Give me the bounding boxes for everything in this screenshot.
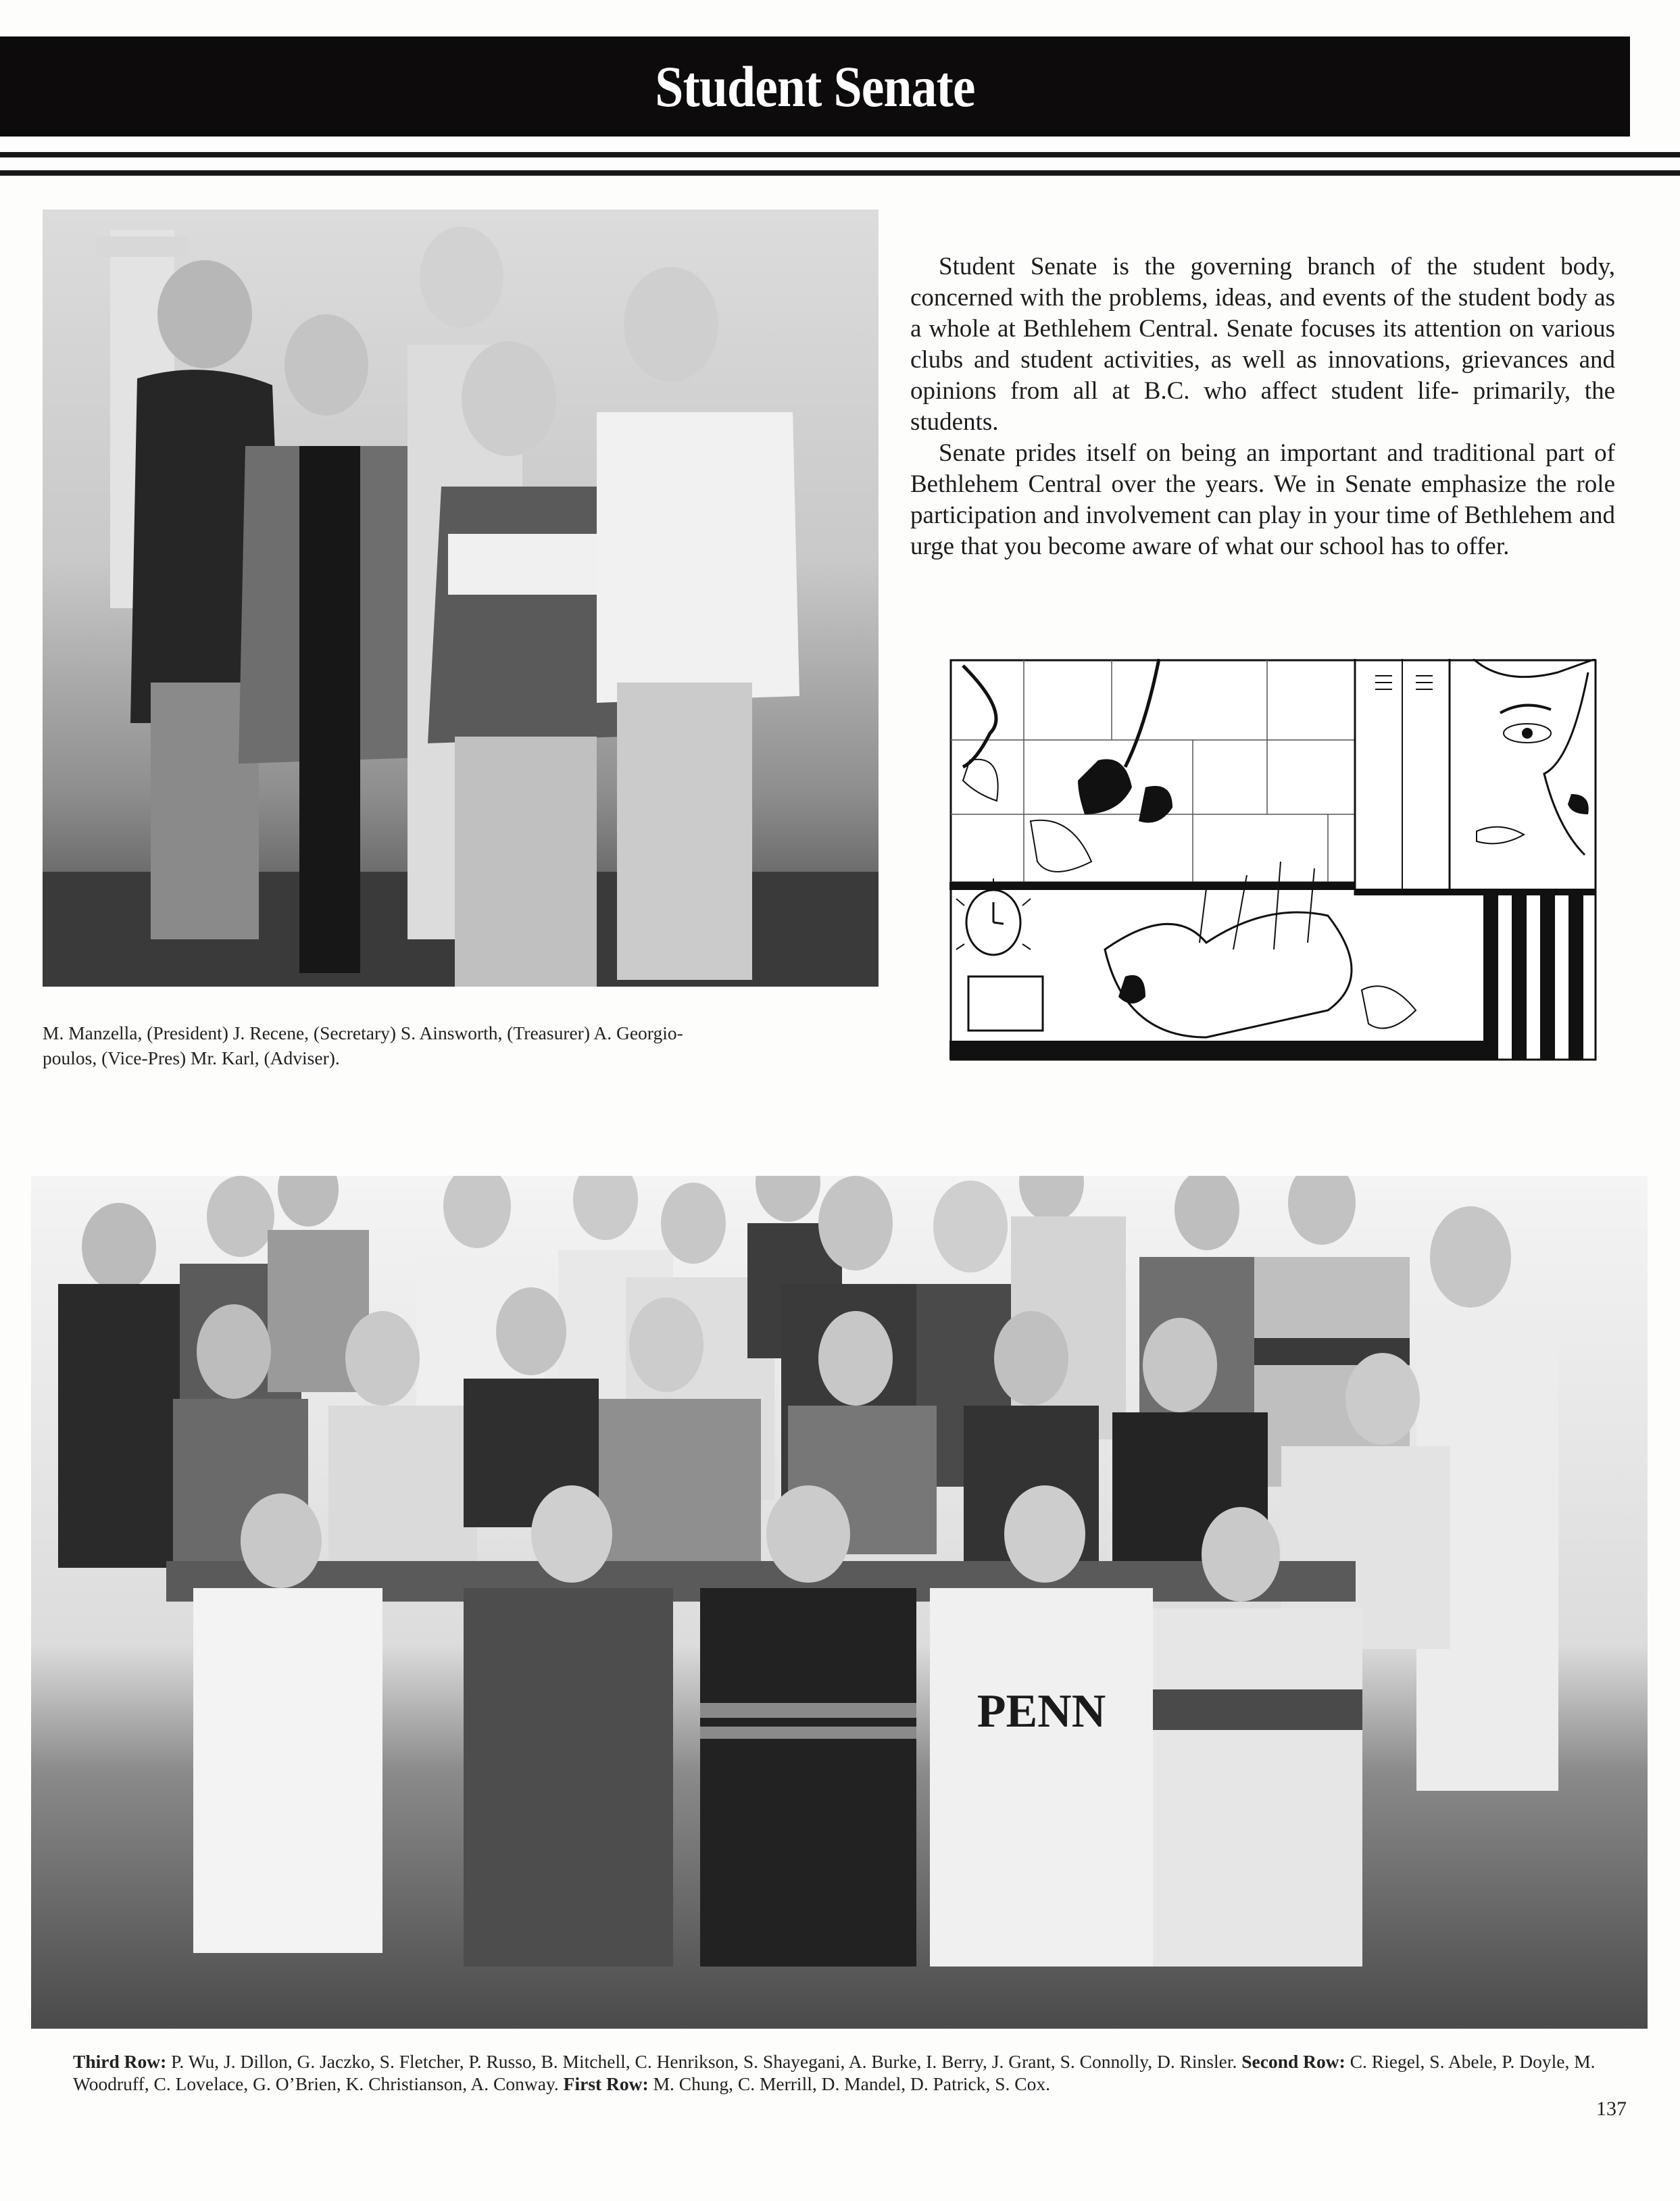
officers-caption-line-1: M. Manzella, (President) J. Recene, (Secretary) S. Ainsworth, (Treasurer) A. Georgio- (43, 1022, 683, 1043)
title-banner (0, 36, 1630, 137)
officers-photo-image (43, 209, 879, 987)
officers-photo (43, 209, 879, 987)
officers-caption-line-2: poulos, (Vice-Pres) Mr. Karl, (Adviser). (43, 1047, 340, 1068)
line-art-illustration (949, 659, 1597, 1061)
row-names-third: P. Wu, J. Dillon, G. Jaczko, S. Fletcher, P. Russo, B. Mitchell, C. Henrikson, S. Shayegani, A. Burke, I. Berry, J. Grant, S. Connolly, D. Rinsler. (171, 2051, 1237, 2072)
shirt-lettering: PENN (977, 1685, 1106, 1737)
header-rule-lower (0, 170, 1680, 176)
row-label-third: Third Row: (73, 2051, 167, 2072)
row-names-second: C. Riegel, S. Abele, P. Doyle, M. Woodruff, C. Lovelace, G. O’Brien, K. Christianson, A. Conway. (73, 2051, 1596, 2094)
article-paragraph-1: Student Senate is the governing branch of the student body, concerned with the problems, ideas, and events of the student body as a whole at Bethlehem Central. Senate focuses its attention on various clubs and student activities, as well as innovations, grievances and opinions from all at B.C. who affect student life- primarily, the students. (910, 253, 1615, 436)
header-rule-upper (0, 152, 1680, 157)
group-caption (73, 2050, 1614, 2095)
row-label-second: Second Row: (1241, 2051, 1345, 2072)
group-photo (31, 1176, 1648, 2029)
row-label-first: First Row: (563, 2073, 649, 2094)
row-names-first: M. Chung, C. Merrill, D. Mandel, D. Patrick, S. Cox. (653, 2073, 1050, 2094)
page-title: Student Senate (655, 54, 975, 119)
illustration-drawing (949, 659, 1597, 1061)
article-paragraph-2: Senate prides itself on being an important and traditional part of Bethlehem Central over the years. We in Senate emphasize the role participation and involvement can play in your time of Bethlehem and urge that you become aware of what our school has to offer. (910, 439, 1615, 560)
group-photo-image (31, 1176, 1648, 2029)
officers-caption (43, 1020, 894, 1070)
article-text (910, 251, 1615, 562)
page-number: 137 (1596, 2098, 1627, 2120)
